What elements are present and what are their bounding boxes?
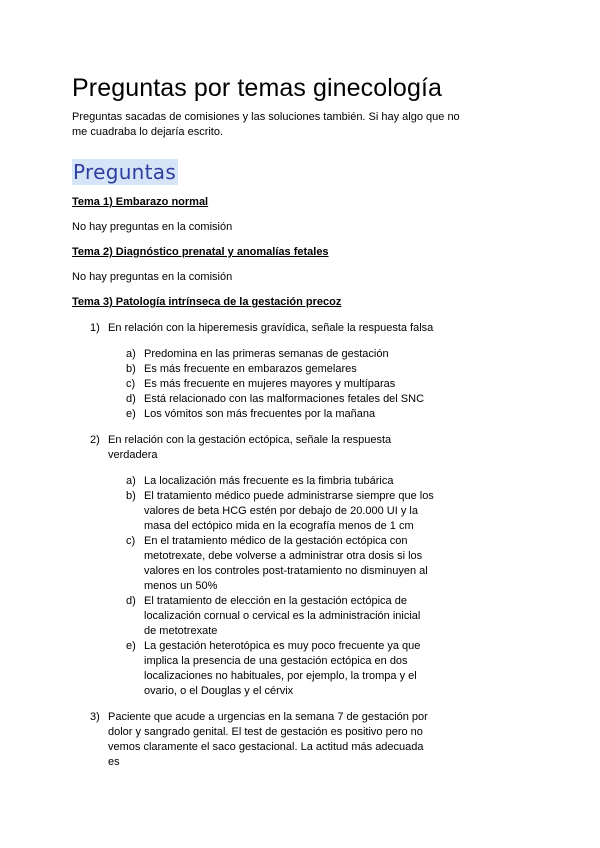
option-letter: b) — [126, 363, 136, 375]
options-list — [126, 347, 472, 422]
tema-1-heading: Tema 1) Embarazo normal — [72, 196, 209, 208]
option-letter: d) — [126, 393, 136, 405]
document-page — [72, 70, 472, 770]
option-text: Los vómitos son más frecuentes por la mañana — [144, 408, 376, 420]
option-c — [126, 377, 472, 392]
question-text: En relación con la gestación ectópica, señale la respuesta verdadera — [108, 434, 392, 461]
question-1 — [72, 321, 472, 422]
intro-paragraph: Preguntas sacadas de comisiones y las soluciones también. Si hay algo que no me cuadraba lo dejaría escrito. — [72, 111, 460, 138]
question-2 — [72, 433, 472, 699]
question-number: 2) — [90, 434, 100, 446]
option-letter: a) — [126, 348, 136, 360]
option-d — [126, 392, 472, 407]
tema-1-note: No hay preguntas en la comisión — [72, 221, 233, 233]
options-list — [126, 474, 472, 699]
option-letter: a) — [126, 475, 136, 487]
option-letter: e) — [126, 640, 136, 652]
option-text: Es más frecuente en mujeres mayores y multíparas — [144, 378, 396, 390]
option-letter: c) — [126, 535, 136, 547]
option-b — [126, 489, 472, 534]
tema-2-heading: Tema 2) Diagnóstico prenatal y anomalías fetales — [72, 246, 329, 258]
option-a — [126, 347, 472, 362]
tema-3-heading: Tema 3) Patología intrínseca de la gestación precoz — [72, 296, 342, 308]
option-e — [126, 639, 472, 699]
option-b — [126, 362, 472, 377]
question-text: En relación con la hiperemesis gravídica, señale la respuesta falsa — [108, 322, 434, 334]
option-letter: b) — [126, 490, 136, 502]
option-text: El tratamiento médico puede administrarse siempre que los valores de beta HCG estén por debajo de 20.000 UI y la masa del ectópico mida en la ecografía menos de 1 cm — [144, 490, 434, 532]
option-text: La localización más frecuente es la fimbria tubárica — [144, 475, 394, 487]
question-number: 1) — [90, 322, 100, 334]
option-letter: d) — [126, 595, 136, 607]
option-letter: c) — [126, 378, 136, 390]
option-text: Predomina en las primeras semanas de gestación — [144, 348, 389, 360]
question-3 — [72, 710, 472, 770]
option-e — [126, 407, 472, 422]
question-number: 3) — [90, 711, 100, 723]
option-a — [126, 474, 472, 489]
option-text: Es más frecuente en embarazos gemelares — [144, 363, 357, 375]
option-text: Está relacionado con las malformaciones fetales del SNC — [144, 393, 425, 405]
option-text: La gestación heterotópica es muy poco frecuente ya que implica la presencia de una gestación ectópica en dos localizaciones no habituales, por ejemplo, la trompa y el ovario, o el Douglas y el cérvix — [144, 640, 421, 697]
option-text: El tratamiento de elección en la gestación ectópica de localización cornual o cervical es la administración inicial de metotrexate — [144, 595, 421, 637]
option-text: En el tratamiento médico de la gestación ectópica con metotrexate, debe volverse a administrar otra dosis si los valores en los controles post-tratamiento no disminuyen al menos un 50% — [144, 535, 428, 592]
document-title: Preguntas por temas ginecología — [72, 74, 442, 102]
question-text: Paciente que acude a urgencias en la semana 7 de gestación por dolor y sangrado genital. El test de gestación es positivo pero no vemos claramente el saco gestacional. La actitud más adecuada es — [108, 711, 428, 768]
option-letter: e) — [126, 408, 136, 420]
option-c — [126, 534, 472, 594]
tema-2-note: No hay preguntas en la comisión — [72, 271, 233, 283]
section-heading-preguntas: Preguntas — [73, 160, 177, 184]
option-d — [126, 594, 472, 639]
